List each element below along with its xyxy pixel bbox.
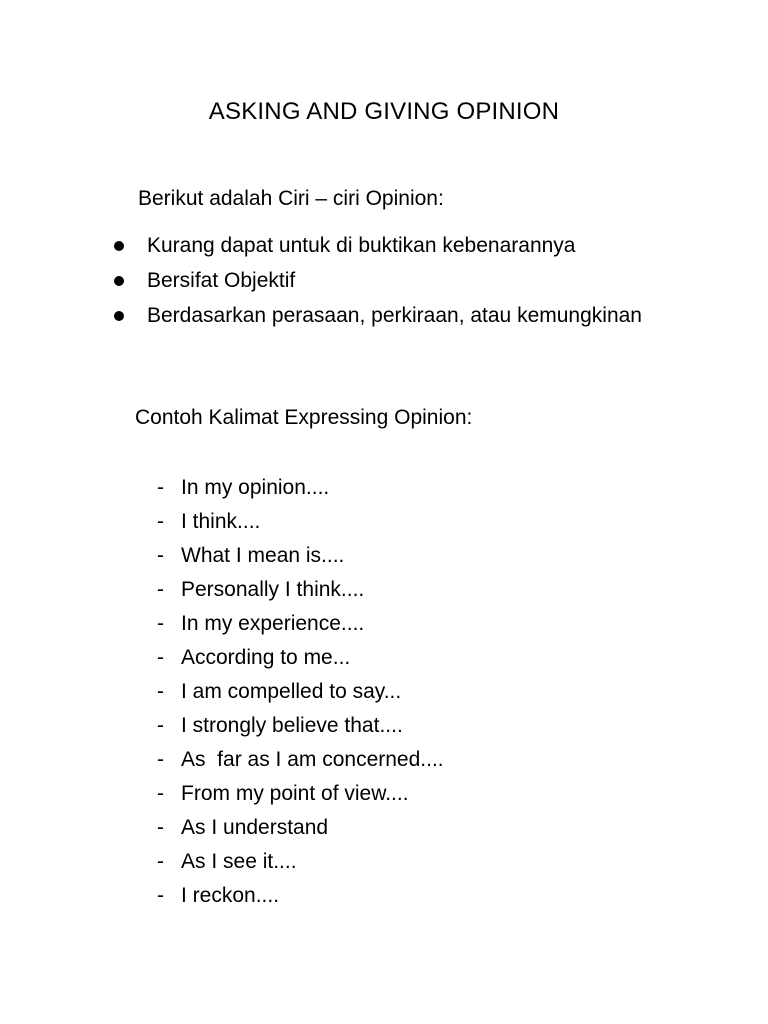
list-item (0, 263, 667, 298)
page-title: ASKING AND GIVING OPINION (208, 98, 560, 125)
list-item (0, 675, 768, 709)
example-text: I think.... (181, 510, 261, 533)
bullet-icon (114, 241, 124, 251)
dash-marker: - (157, 748, 164, 771)
characteristics-intro: Berikut adalah Ciri – ciri Opinion: (138, 187, 444, 210)
bullet-icon (114, 311, 124, 321)
dash-marker: - (157, 850, 164, 873)
characteristic-text: Kurang dapat untuk di buktikan kebenarannya (147, 234, 576, 257)
example-text: As far as I am concerned.... (181, 748, 444, 771)
dash-marker: - (157, 816, 164, 839)
list-item (0, 641, 768, 675)
example-text: As I see it.... (181, 850, 297, 873)
characteristic-text: Bersifat Objektif (147, 269, 296, 292)
dash-marker: - (157, 680, 164, 703)
example-text: As I understand (181, 816, 329, 839)
dash-marker: - (157, 714, 164, 737)
examples-list (0, 471, 768, 913)
list-item (0, 539, 768, 573)
list-item (0, 228, 667, 263)
dash-marker: - (157, 646, 164, 669)
example-text: According to me... (181, 646, 351, 669)
characteristics-list (0, 228, 768, 333)
dash-marker: - (157, 544, 164, 567)
list-item (0, 811, 768, 845)
dash-marker: - (157, 782, 164, 805)
dash-marker: - (157, 612, 164, 635)
list-item (0, 298, 667, 333)
list-item (0, 607, 768, 641)
example-text: In my experience.... (181, 612, 365, 635)
characteristic-text: Berdasarkan perasaan, perkiraan, atau kemungkinan (147, 304, 642, 327)
example-text: I strongly believe that.... (181, 714, 403, 737)
example-text: From my point of view.... (181, 782, 409, 805)
list-item (0, 879, 768, 913)
examples-heading: Contoh Kalimat Expressing Opinion: (135, 406, 473, 429)
list-item (0, 505, 768, 539)
list-item (0, 573, 768, 607)
dash-marker: - (157, 510, 164, 533)
example-text: I am compelled to say... (181, 680, 402, 703)
dash-marker: - (157, 884, 164, 907)
bullet-icon (114, 276, 124, 286)
example-text: I reckon.... (181, 884, 280, 907)
example-text: What I mean is.... (181, 544, 345, 567)
list-item (0, 743, 768, 777)
dash-marker: - (157, 476, 164, 499)
list-item (0, 709, 768, 743)
dash-marker: - (157, 578, 164, 601)
list-item (0, 471, 768, 505)
list-item (0, 845, 768, 879)
example-text: In my opinion.... (181, 476, 330, 499)
list-item (0, 777, 768, 811)
example-text: Personally I think.... (181, 578, 365, 601)
